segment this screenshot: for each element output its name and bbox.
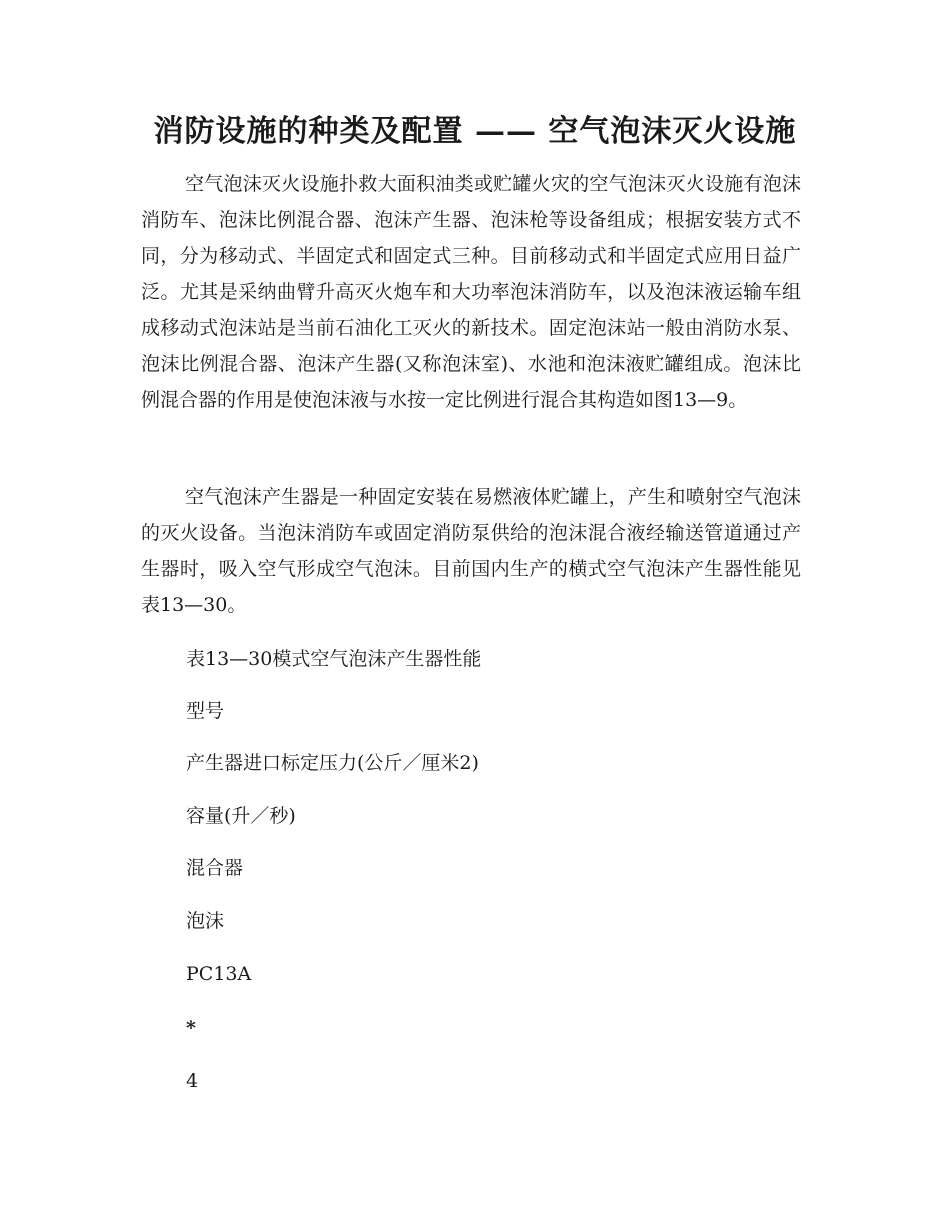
paragraph-generator: 空气泡沫产生器是一种固定安装在易燃液体贮罐上，产生和喷射空气泡沫的灭火设备。当泡沫消防车或固定消防泵供给的泡沫混合液经输送管道通过产生器时，吸入空气形成空气泡沫。目前国内生产的横式空气泡沫产生器性能见表13—30。 — [141, 486, 801, 616]
table-line-foam: 泡沫 — [186, 910, 225, 932]
table-line-asterisk: * — [186, 1017, 196, 1039]
table-line-capacity: 容量(升／秒) — [186, 805, 296, 827]
table-line-number: 4 — [186, 1070, 199, 1092]
table-line-model: 型号 — [186, 700, 225, 722]
table-line-model-value: PC13A — [186, 963, 252, 985]
document-title: 消防设施的种类及配置 —— 空气泡沫灭火设施 — [153, 114, 797, 149]
table-line-pressure: 产生器进口标定压力(公斤／厘米2) — [186, 752, 479, 774]
table-caption: 表13—30模式空气泡沫产生器性能 — [186, 648, 482, 670]
paragraph-intro: 空气泡沫灭火设施扑救大面积油类或贮罐火灾的空气泡沫灭火设施有泡沫消防车、泡沫比例混合器、泡沫产生器、泡沫枪等设备组成；根据安装方式不同，分为移动式、半固定式和固定式三种。目前移动式和半固定式应用日益广泛。尤其是采纳曲臂升高灭火炮车和大功率泡沫消防车，以及泡沫液运输车组成移动式泡沫站是当前石油化工灭火的新技术。固定泡沫站一般由消防水泵、泡沫比例混合器、泡沫产生器(又称泡沫室)、水池和泡沫液贮罐组成。泡沫比例混合器的作用是使泡沫液与水按一定比例进行混合其构造如图13—9。 — [141, 173, 801, 411]
table-line-mixer: 混合器 — [186, 857, 244, 879]
